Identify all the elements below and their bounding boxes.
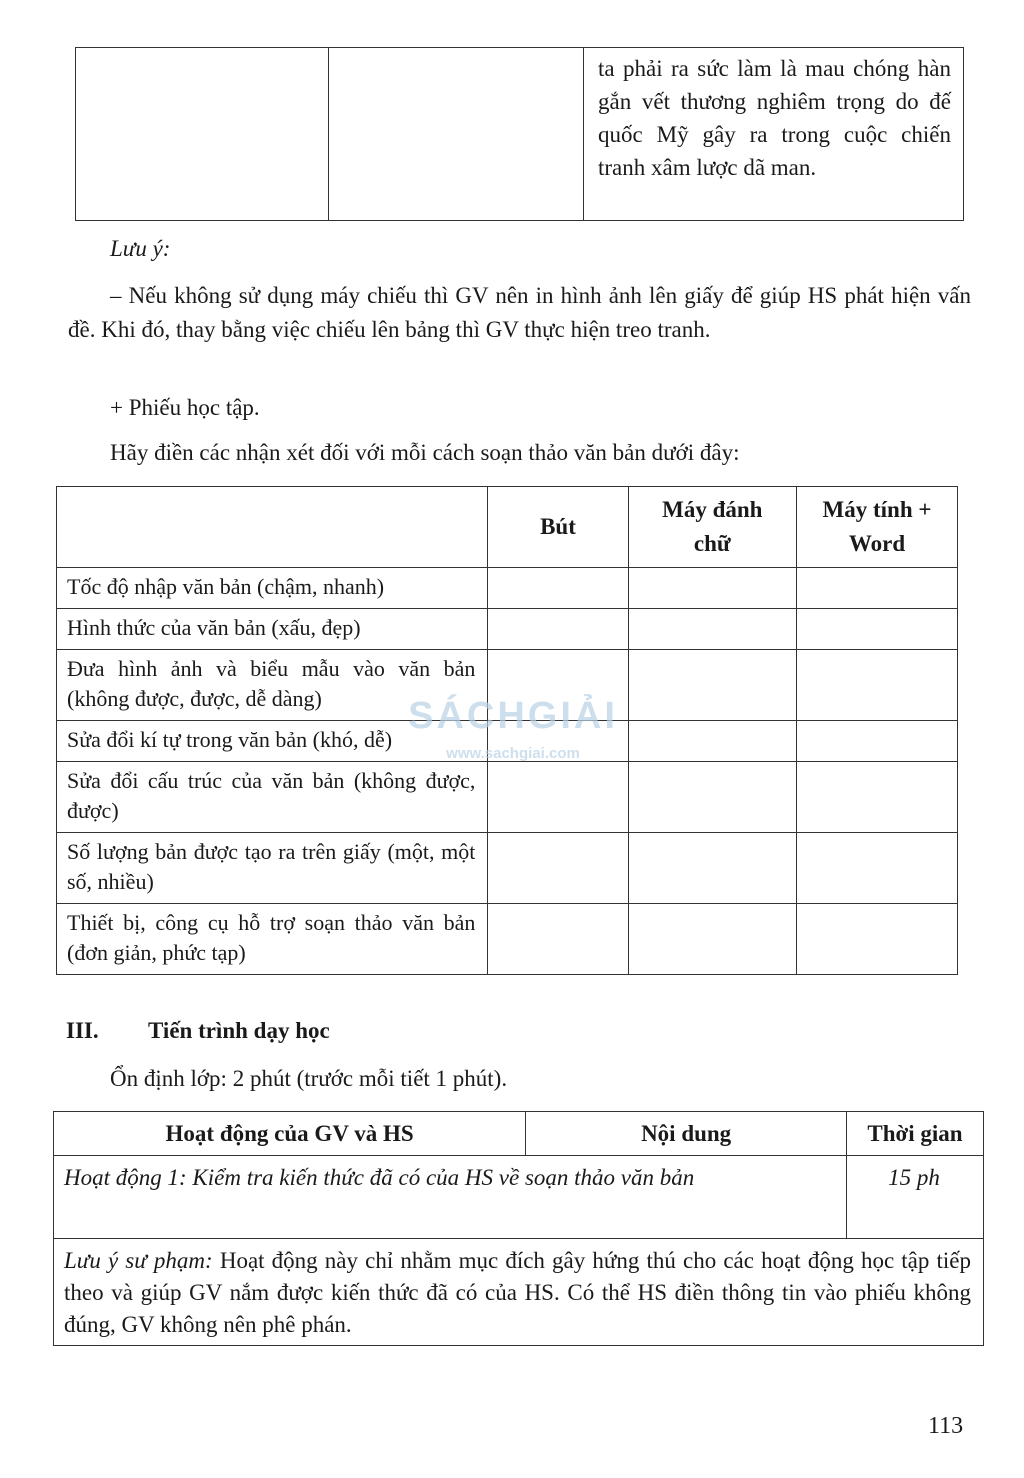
answer-cell[interactable] [628,762,796,833]
watermark [408,688,618,788]
header-time: Thời gian [846,1112,983,1156]
answer-cell[interactable] [488,609,628,650]
activity-1: Hoạt động 1: Kiểm tra kiến thức đã có của HS về soạn thảo văn bản [54,1156,847,1239]
row-label: Sửa đổi kí tự trong văn bản (khó, dễ) [57,721,488,762]
lesson-plan-table [53,1111,984,1346]
section-title: Tiến trình dạy học [148,1018,330,1043]
empty-cell-2 [329,48,584,221]
table-row [57,833,958,904]
header-pen: Bút [488,487,628,568]
answer-cell[interactable] [488,904,628,975]
answer-cell[interactable] [488,568,628,609]
class-setup-text: Ổn định lớp: 2 phút (trước mỗi tiết 1 phút). [110,1066,508,1091]
empty-cell-1 [76,48,329,221]
row-label: Hình thức của văn bản (xấu, đẹp) [57,609,488,650]
table-row [54,1156,984,1239]
answer-cell[interactable] [797,568,958,609]
row-label: Thiết bị, công cụ hỗ trợ soạn thảo văn bản (đơn giản, phức tạp) [57,904,488,975]
table-row [57,568,958,609]
header-typewriter: Máy đánh chữ [628,487,796,568]
section-number: III. [66,1018,99,1043]
watermark-logo: SÁCHGIẢI [408,695,618,737]
worksheet-instruction: Hãy điền các nhận xét đối với mỗi cách soạn thảo văn bản dưới đây: [110,440,740,465]
header-activity: Hoạt động của GV và HS [54,1112,526,1156]
answer-cell[interactable] [628,568,796,609]
answer-cell[interactable] [628,721,796,762]
continuation-text-cell: ta phải ra sức làm là mau chóng hàn gắn vết thương nghiêm trọng do đế quốc Mỹ gây ra trong cuộc chiến tranh xâm lược dã man. [584,48,964,221]
activity-1-time: 15 ph [846,1156,983,1239]
row-label: Số lượng bản được tạo ra trên giấy (một, một số, nhiều) [57,833,488,904]
answer-cell[interactable] [797,904,958,975]
watermark-url: www.sachgiai.com [446,745,580,762]
answer-cell[interactable] [628,609,796,650]
header-content: Nội dung [526,1112,847,1156]
row-label: Sửa đổi cấu trúc của văn bản (không được, được) [57,762,488,833]
continuation-table [75,47,964,221]
answer-cell[interactable] [628,833,796,904]
table-row [57,609,958,650]
pedagogy-note [54,1239,984,1346]
pedagogy-note-label: Lưu ý sư phạm: [64,1248,213,1273]
answer-cell[interactable] [797,609,958,650]
answer-cell[interactable] [628,650,796,721]
worksheet-label: + Phiếu học tập. [110,395,260,420]
answer-cell[interactable] [797,721,958,762]
note-paragraph: – Nếu không sử dụng máy chiếu thì GV nên in hình ảnh lên giấy để giúp HS phát hiện vấn đề. Khi đó, thay bằng việc chiếu lên bảng thì GV thực hiện treo tranh. [68,283,971,342]
row-label: Đưa hình ảnh và biểu mẫu vào văn bản (không được, được, dễ dàng) [57,650,488,721]
note-title: Lưu ý: [110,236,171,261]
answer-cell[interactable] [628,904,796,975]
pedagogy-note-text: Hoạt động này chỉ nhằm mục đích gây hứng thú cho các hoạt động học tập tiếp theo và giúp GV nắm được kiến thức đã có của HS. Có thể HS điền thông tin vào phiếu không đúng, GV không nên phê phán. [64,1248,971,1337]
table-row [54,1239,984,1346]
table-row [57,904,958,975]
answer-cell[interactable] [797,762,958,833]
answer-cell[interactable] [797,833,958,904]
page-number: 113 [928,1413,964,1439]
answer-cell[interactable] [488,833,628,904]
answer-cell[interactable] [797,650,958,721]
row-label: Tốc độ nhập văn bản (chậm, nhanh) [57,568,488,609]
header-computer-word: Máy tính + Word [797,487,958,568]
header-criteria [57,487,488,568]
